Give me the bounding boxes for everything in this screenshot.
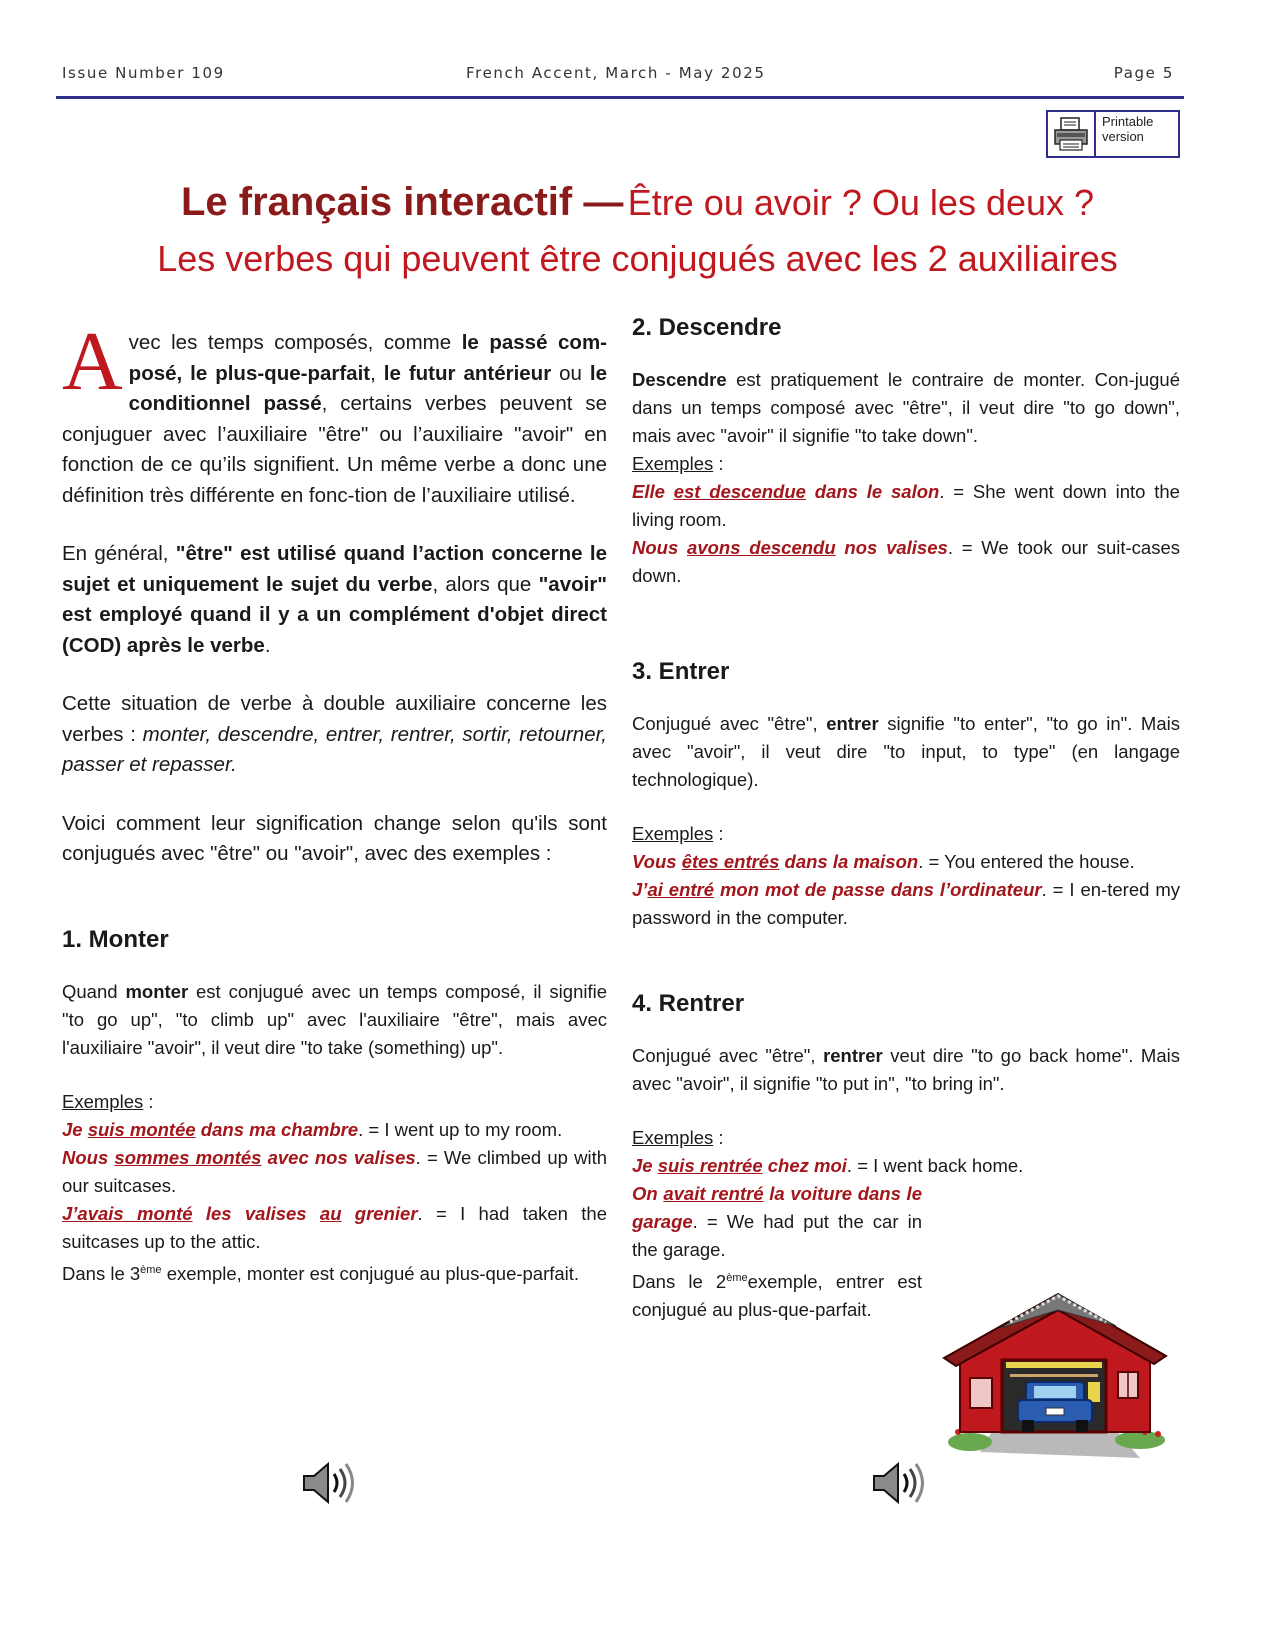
left-column	[62, 315, 608, 1288]
example-sentence: Vous êtes entrés dans la maison	[632, 851, 919, 872]
drop-cap: A	[62, 315, 123, 408]
rentrer-note: Dans le 2èmeexemple, entrer est conjugué au plus-que-parfait.	[632, 1271, 923, 1321]
printable-label	[1096, 112, 1153, 156]
example-sentence: J’ai entré mon mot de passe dans l’ordinateur	[632, 879, 1042, 900]
descendre-description: Descendre est pratiquement le contraire de monter. Con-jugué dans un temps composé avec "être", il veut dire "to go down", mais avec "avoir" il signifie "to take down". Exemples : Elle est descendue dans le salon. = She went down into the living room. Nous avons descendu nos valises. = We took our suit-cases down.	[632, 369, 1181, 586]
entrer-description: Conjugué avec "être", entrer signifie "to enter", "to go in". Mais avec "avoir", il veut dire "to input, to type" (en langage technologique).	[632, 713, 1180, 790]
example-sentence: Elle est descendue dans le salon	[632, 481, 940, 502]
intro-paragraph-4: Voici comment leur signification change selon qu'ils sont conjugués avec "être" ou "avoir", avec des exemples :	[62, 811, 607, 865]
rentrer-examples-label: Exemples : Je suis rentrée chez moi. = I went back home.	[632, 1127, 1024, 1176]
page-title	[0, 180, 1275, 225]
garage-illustration	[940, 1282, 1170, 1462]
audio-speaker-icon[interactable]	[870, 1460, 930, 1506]
examples-label: Exemples	[632, 1127, 714, 1148]
audio-speaker-icon[interactable]	[300, 1460, 360, 1506]
page-number: Page 5	[1113, 64, 1174, 82]
example-sentence: Je suis rentrée chez moi	[632, 1155, 847, 1176]
monter-examples: Exemples : Je suis montée dans ma chambre. = I went up to my room. Nous sommes montés avec nos valises. = We climbed up with our suitcases. J’avais monté les valises au grenier. = I had taken the suitcases up to the attic. Dans le 3ème exemple, monter est conjugué au plus-que-parfait.	[62, 1090, 607, 1284]
rentrer-examples: On avait rentré la voiture dans le garage. = We had put the car in the garage. Dans le 2èmeexemple, entrer est conjugué au plus-que-parfait.	[632, 1183, 923, 1321]
printer-icon	[1048, 112, 1096, 156]
example-sentence: J’avais monté les valises au grenier	[62, 1202, 418, 1224]
example-sentence: Nous sommes montés avec nos valises	[62, 1146, 416, 1168]
entrer-examples: Exemples : Vous êtes entrés dans la maison. = You entered the house. J’ai entré mon mot de passe dans l’ordinateur. = I en-tered my password in the computer.	[632, 823, 1180, 928]
printable-label-line1: Printable	[1102, 114, 1154, 129]
examples-label: Exemples	[632, 453, 714, 474]
publication-title: French Accent, March - May 2025	[466, 64, 766, 82]
intro-paragraph-1: Avec les temps composés, comme le passé com-posé, le plus-que-parfait, le futur antérieur ou le conditionnel passé, certains verbes peuvent se conjuguer avec l’auxiliaire "être" ou l’auxiliaire "avoir" en fonction de ce qu’ils signifient. Un même verbe a donc une définition très différente en fonc-tion de l’auxiliaire utilisé.	[62, 315, 608, 507]
example-sentence: On avait rentré la voiture dans le garage	[632, 1183, 922, 1232]
page-header	[62, 62, 1182, 86]
issue-number: Issue Number 109	[62, 64, 225, 82]
example-sentence: Nous avons descendu nos valises	[632, 537, 948, 558]
title-question: Être ou avoir ? Ou les deux ?	[627, 182, 1095, 223]
examples-label: Exemples	[62, 1090, 144, 1112]
heading-monter: 1. Monter	[62, 925, 169, 953]
right-column	[632, 314, 1181, 1324]
example-sentence: Je suis montée dans ma chambre	[62, 1118, 359, 1140]
intro-paragraph-2: En général, "être" est utilisé quand l’action concerne le sujet et uniquement le sujet du verbe, alors que "avoir" est employé quand il y a un complément d'objet direct (COD) après le verbe.	[62, 542, 608, 657]
printable-version-button[interactable]	[1046, 110, 1180, 158]
monter-note: Dans le 3ème exemple, monter est conjugué au plus-que-parfait.	[62, 1262, 580, 1284]
printable-label-line2: version	[1102, 129, 1144, 144]
header-rule	[56, 96, 1184, 99]
examples-label: Exemples	[632, 823, 714, 844]
heading-entrer: 3. Entrer	[632, 658, 730, 685]
page-subtitle: Les verbes qui peuvent être conjugués avec les 2 auxiliaires	[157, 238, 1118, 279]
rentrer-description: Conjugué avec "être", rentrer veut dire "to go back home". Mais avec "avoir", il signifie "to put in", "to bring in".	[632, 1045, 1180, 1094]
intro-paragraph-3: Cette situation de verbe à double auxiliaire concerne les verbes : monter, descendre, entrer, rentrer, sortir, retourner, passer et repasser.	[62, 692, 607, 776]
title-main: Le français interactif —	[180, 180, 624, 224]
monter-description: Quand monter est conjugué avec un temps composé, il signifie "to go up", "to climb up" avec l'auxiliaire "être", mais avec l'auxiliaire "avoir", il veut dire "to take (something) up".	[62, 980, 608, 1058]
heading-rentrer: 4. Rentrer	[632, 990, 745, 1017]
heading-descendre: 2. Descendre	[632, 314, 782, 341]
